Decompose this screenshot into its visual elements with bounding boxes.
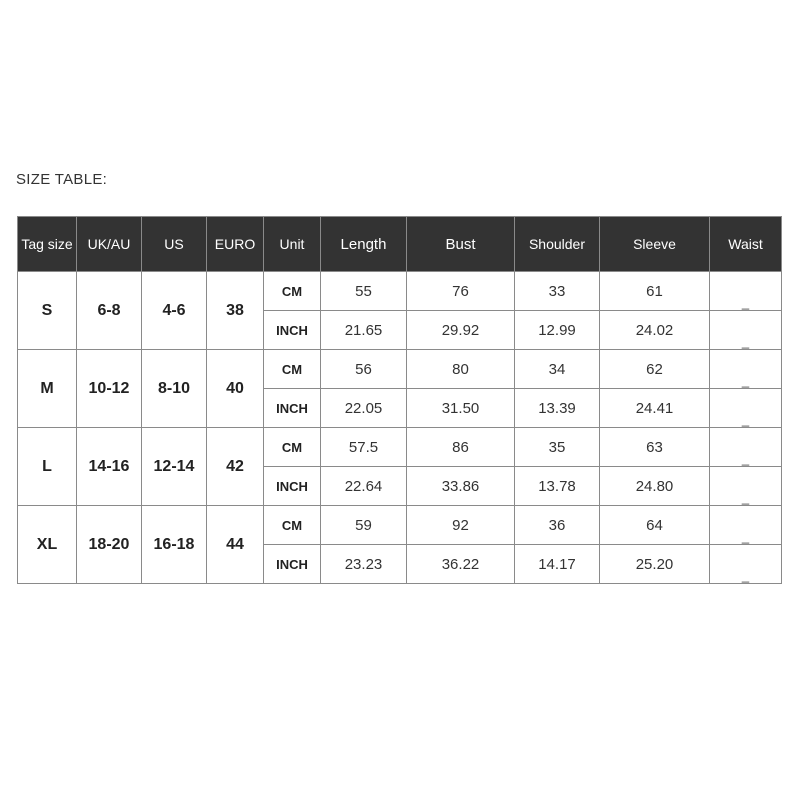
euro-cell: 40 — [207, 350, 264, 428]
euro-cell: 38 — [207, 272, 264, 350]
tag-size-cell: XL — [18, 506, 77, 584]
length-cell: 22.64 — [321, 467, 407, 506]
shoulder-cell: 14.17 — [515, 545, 600, 584]
sleeve-cell: 24.41 — [600, 389, 710, 428]
shoulder-cell: 13.39 — [515, 389, 600, 428]
bust-cell: 76 — [407, 272, 515, 311]
bust-cell: 29.92 — [407, 311, 515, 350]
length-cell: 55 — [321, 272, 407, 311]
tag-size-cell: S — [18, 272, 77, 350]
unit-cell: INCH — [264, 467, 321, 506]
sleeve-cell: 24.02 — [600, 311, 710, 350]
sleeve-cell: 64 — [600, 506, 710, 545]
table-row — [18, 506, 782, 545]
header-waist: Waist — [710, 217, 782, 272]
sleeve-cell: 24.80 — [600, 467, 710, 506]
shoulder-cell: 13.78 — [515, 467, 600, 506]
sleeve-cell: 63 — [600, 428, 710, 467]
waist-cell: _ — [710, 428, 782, 467]
length-cell: 57.5 — [321, 428, 407, 467]
size-table-header — [18, 217, 782, 272]
shoulder-cell: 12.99 — [515, 311, 600, 350]
waist-cell: _ — [710, 350, 782, 389]
header-shoulder: Shoulder — [515, 217, 600, 272]
uk-au-cell: 10-12 — [77, 350, 142, 428]
tag-size-cell: M — [18, 350, 77, 428]
uk-au-cell: 18-20 — [77, 506, 142, 584]
sleeve-cell: 62 — [600, 350, 710, 389]
header-uk-au: UK/AU — [77, 217, 142, 272]
size-table-body — [18, 272, 782, 584]
waist-cell: _ — [710, 467, 782, 506]
length-cell: 56 — [321, 350, 407, 389]
length-cell: 59 — [321, 506, 407, 545]
unit-cell: CM — [264, 350, 321, 389]
sleeve-cell: 25.20 — [600, 545, 710, 584]
waist-cell: _ — [710, 311, 782, 350]
header-sleeve: Sleeve — [600, 217, 710, 272]
us-cell: 4-6 — [142, 272, 207, 350]
sleeve-cell: 61 — [600, 272, 710, 311]
us-cell: 8-10 — [142, 350, 207, 428]
tag-size-cell: L — [18, 428, 77, 506]
unit-cell: CM — [264, 506, 321, 545]
us-cell: 12-14 — [142, 428, 207, 506]
unit-cell: CM — [264, 272, 321, 311]
waist-cell: _ — [710, 389, 782, 428]
bust-cell: 92 — [407, 506, 515, 545]
bust-cell: 86 — [407, 428, 515, 467]
table-row — [18, 272, 782, 311]
shoulder-cell: 34 — [515, 350, 600, 389]
table-row — [18, 350, 782, 389]
us-cell: 16-18 — [142, 506, 207, 584]
header-length: Length — [321, 217, 407, 272]
waist-cell: _ — [710, 506, 782, 545]
header-unit: Unit — [264, 217, 321, 272]
bust-cell: 36.22 — [407, 545, 515, 584]
unit-cell: INCH — [264, 545, 321, 584]
length-cell: 23.23 — [321, 545, 407, 584]
shoulder-cell: 33 — [515, 272, 600, 311]
table-row — [18, 428, 782, 467]
length-cell: 21.65 — [321, 311, 407, 350]
bust-cell: 31.50 — [407, 389, 515, 428]
shoulder-cell: 36 — [515, 506, 600, 545]
bust-cell: 33.86 — [407, 467, 515, 506]
uk-au-cell: 14-16 — [77, 428, 142, 506]
size-table-caption: SIZE TABLE: — [16, 171, 108, 188]
size-table — [17, 216, 782, 584]
waist-cell: _ — [710, 545, 782, 584]
unit-cell: INCH — [264, 389, 321, 428]
unit-cell: CM — [264, 428, 321, 467]
shoulder-cell: 35 — [515, 428, 600, 467]
header-tag-size: Tag size — [18, 217, 77, 272]
euro-cell: 44 — [207, 506, 264, 584]
length-cell: 22.05 — [321, 389, 407, 428]
header-bust: Bust — [407, 217, 515, 272]
header-us: US — [142, 217, 207, 272]
uk-au-cell: 6-8 — [77, 272, 142, 350]
unit-cell: INCH — [264, 311, 321, 350]
header-euro: EURO — [207, 217, 264, 272]
waist-cell: _ — [710, 272, 782, 311]
bust-cell: 80 — [407, 350, 515, 389]
euro-cell: 42 — [207, 428, 264, 506]
